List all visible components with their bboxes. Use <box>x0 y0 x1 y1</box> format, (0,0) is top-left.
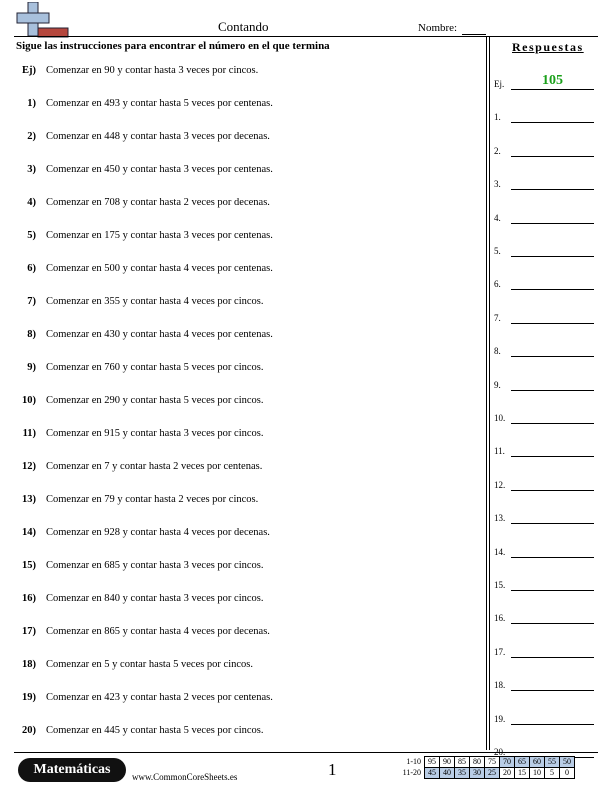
answer-label: 12. <box>494 479 506 490</box>
answer-label: 14. <box>494 546 506 557</box>
instructions: Sigue las instrucciones para encontrar el número en el que termina <box>16 40 330 52</box>
question-text: Comenzar en 865 y contar hasta 4 veces por decenas. <box>46 626 270 637</box>
question-text: Comenzar en 7 y contar hasta 2 veces por centenas. <box>46 461 263 472</box>
answer-label: 5. <box>494 246 501 256</box>
answer-label: 20. <box>494 747 506 757</box>
answer-blank[interactable] <box>511 690 594 691</box>
name-label: Nombre: <box>418 22 458 34</box>
answer-column-divider-inner <box>489 36 490 750</box>
question-row <box>0 263 486 279</box>
question-row <box>0 296 486 312</box>
question-text: Comenzar en 423 y contar hasta 2 veces por centenas. <box>46 692 273 703</box>
question-row <box>0 164 486 180</box>
question-text: Comenzar en 448 y contar hasta 3 veces por decenas. <box>46 131 270 142</box>
answers-title: Respuestas <box>512 40 584 54</box>
question-number: 12) <box>22 461 36 472</box>
question-number: 7) <box>27 296 36 307</box>
score-key-cell: 85 <box>455 757 470 768</box>
score-key-cell: 35 <box>455 768 470 779</box>
answer-row <box>494 477 594 491</box>
answer-row <box>494 143 594 157</box>
answer-blank[interactable] <box>511 323 594 324</box>
answer-blank[interactable] <box>511 189 594 190</box>
question-number: 11) <box>22 428 36 439</box>
answer-blank[interactable] <box>511 557 594 558</box>
answer-label: 1. <box>494 112 501 123</box>
answer-label: 19. <box>494 713 506 724</box>
score-key-cell: 40 <box>440 768 455 779</box>
score-key-cell: 5 <box>545 768 560 779</box>
score-key-cell: 60 <box>530 757 545 768</box>
question-text: Comenzar en 760 y contar hasta 5 veces por cincos. <box>46 362 264 373</box>
question-text: Comenzar en 79 y contar hasta 2 veces por cincos. <box>46 494 259 505</box>
answer-row <box>494 610 594 624</box>
answer-row <box>494 510 594 524</box>
name-field-line[interactable] <box>462 34 486 35</box>
score-key-cell: 25 <box>485 768 500 779</box>
answer-blank[interactable] <box>511 156 594 157</box>
answer-blank[interactable] <box>511 256 594 257</box>
answer-blank[interactable] <box>511 523 594 524</box>
question-text: Comenzar en 915 y contar hasta 3 veces por cincos. <box>46 428 264 439</box>
question-number: 14) <box>22 527 36 538</box>
answer-row <box>494 73 594 90</box>
question-text: Comenzar en 430 y contar hasta 4 veces por centenas. <box>46 329 273 340</box>
question-text: Comenzar en 355 y contar hasta 4 veces por cincos. <box>46 296 264 307</box>
question-row <box>0 461 486 477</box>
question-row <box>0 230 486 246</box>
question-number: 4) <box>27 197 36 208</box>
worksheet-title: Contando <box>218 19 269 34</box>
answer-row <box>494 711 594 725</box>
plus-minus-logo-icon <box>14 2 70 38</box>
answer-label: 9. <box>494 379 501 390</box>
answer-blank[interactable] <box>511 390 594 391</box>
answer-blank[interactable] <box>511 590 594 591</box>
question-number: 16) <box>22 593 36 604</box>
answer-row <box>494 276 594 290</box>
header-divider <box>14 36 598 37</box>
answer-blank[interactable] <box>511 623 594 624</box>
score-key-cell: 0 <box>560 768 575 779</box>
answer-column-divider <box>486 36 487 750</box>
answer-blank[interactable] <box>511 89 594 90</box>
question-text: Comenzar en 500 y contar hasta 4 veces por centenas. <box>46 263 273 274</box>
answer-blank[interactable] <box>511 490 594 491</box>
answer-label: 15. <box>494 580 506 590</box>
score-key-cell: 45 <box>425 768 440 779</box>
question-row <box>0 329 486 345</box>
answer-row <box>494 677 594 691</box>
answer-row <box>494 544 594 558</box>
score-key-cell: 80 <box>470 757 485 768</box>
answer-blank[interactable] <box>511 724 594 725</box>
answer-blank[interactable] <box>511 423 594 424</box>
question-number: 17) <box>22 626 36 637</box>
question-text: Comenzar en 685 y contar hasta 3 veces por cincos. <box>46 560 264 571</box>
score-key-cell: 30 <box>470 768 485 779</box>
answer-label: 17. <box>494 646 506 657</box>
footer-divider <box>14 752 598 753</box>
answer-label: 18. <box>494 680 506 691</box>
answer-row <box>494 210 594 224</box>
answer-label: 10. <box>494 413 506 423</box>
score-key-range: 11-20 <box>402 768 421 777</box>
question-number: 8) <box>27 329 36 340</box>
question-text: Comenzar en 175 y contar hasta 3 veces por centenas. <box>46 230 273 241</box>
answer-row <box>494 243 594 257</box>
score-key-cell: 95 <box>425 757 440 768</box>
site-url: www.CommonCoreSheets.es <box>132 772 238 782</box>
answer-row <box>494 343 594 357</box>
score-key-cell: 50 <box>560 757 575 768</box>
question-row <box>0 65 486 81</box>
question-number: 10) <box>22 395 36 406</box>
question-number: 1) <box>27 98 36 109</box>
answer-row <box>494 109 594 123</box>
question-text: Comenzar en 708 y contar hasta 2 veces por decenas. <box>46 197 270 208</box>
question-row <box>0 428 486 444</box>
question-row <box>0 725 486 741</box>
answer-label: 4. <box>494 212 501 223</box>
answer-row <box>494 310 594 324</box>
question-row <box>0 692 486 708</box>
answer-blank[interactable] <box>511 289 594 290</box>
question-number: 19) <box>22 692 36 703</box>
question-row <box>0 527 486 543</box>
answer-label: 16. <box>494 613 506 624</box>
score-key-range: 1-10 <box>406 757 421 766</box>
score-key-cell: 65 <box>515 757 530 768</box>
answer-label: 13. <box>494 513 506 524</box>
brand-badge: Matemáticas <box>18 758 126 782</box>
question-text: Comenzar en 290 y contar hasta 5 veces por cincos. <box>46 395 264 406</box>
score-key-cell: 70 <box>500 757 515 768</box>
answer-row <box>494 443 594 457</box>
question-text: Comenzar en 928 y contar hasta 4 veces por decenas. <box>46 527 270 538</box>
question-text: Comenzar en 90 y contar hasta 3 veces por cincos. <box>46 65 259 76</box>
score-key-cell: 15 <box>515 768 530 779</box>
question-number: 20) <box>22 725 36 736</box>
question-row <box>0 197 486 213</box>
answer-blank[interactable] <box>511 356 594 357</box>
answer-label: Ej. <box>494 79 505 89</box>
question-number: 5) <box>27 230 36 241</box>
score-key-cell: 10 <box>530 768 545 779</box>
question-text: Comenzar en 493 y contar hasta 5 veces por centenas. <box>46 98 273 109</box>
question-text: Comenzar en 840 y contar hasta 3 veces por cincos. <box>46 593 264 604</box>
question-row <box>0 362 486 378</box>
question-row <box>0 494 486 510</box>
answer-label: 7. <box>494 312 501 323</box>
answer-label: 2. <box>494 145 501 156</box>
question-row <box>0 98 486 114</box>
answer-blank[interactable] <box>511 657 594 658</box>
score-key-cell: 55 <box>545 757 560 768</box>
question-number: 2) <box>27 131 36 142</box>
question-row <box>0 659 486 675</box>
question-text: Comenzar en 5 y contar hasta 5 veces por cincos. <box>46 659 254 670</box>
score-key-cell: 90 <box>440 757 455 768</box>
question-text: Comenzar en 445 y contar hasta 5 veces por cincos. <box>46 725 264 736</box>
answer-row <box>494 410 594 424</box>
score-key-row <box>397 768 575 779</box>
question-number: Ej) <box>22 65 36 76</box>
answer-row <box>494 577 594 591</box>
answer-row <box>494 377 594 391</box>
question-text: Comenzar en 450 y contar hasta 3 veces por centenas. <box>46 164 273 175</box>
answer-label: 6. <box>494 279 501 290</box>
question-row <box>0 131 486 147</box>
example-answer: 105 <box>542 73 563 88</box>
question-row <box>0 395 486 411</box>
answer-label: 11. <box>494 446 505 457</box>
answer-label: 3. <box>494 179 501 190</box>
answer-label: 8. <box>494 346 501 357</box>
question-number: 3) <box>27 164 36 175</box>
page-number: 1 <box>328 760 337 779</box>
score-key-cell: 20 <box>500 768 515 779</box>
question-number: 9) <box>27 362 36 373</box>
score-key-table <box>397 756 575 779</box>
question-number: 6) <box>27 263 36 274</box>
question-row <box>0 560 486 576</box>
answer-blank[interactable] <box>511 223 594 224</box>
question-row <box>0 626 486 642</box>
question-number: 18) <box>22 659 36 670</box>
answer-blank[interactable] <box>511 122 594 123</box>
answer-row <box>494 644 594 658</box>
question-row <box>0 593 486 609</box>
score-key-row <box>397 757 575 768</box>
answer-row <box>494 176 594 190</box>
question-number: 15) <box>22 560 36 571</box>
answer-blank[interactable] <box>511 456 594 457</box>
question-number: 13) <box>22 494 36 505</box>
score-key-cell: 75 <box>485 757 500 768</box>
